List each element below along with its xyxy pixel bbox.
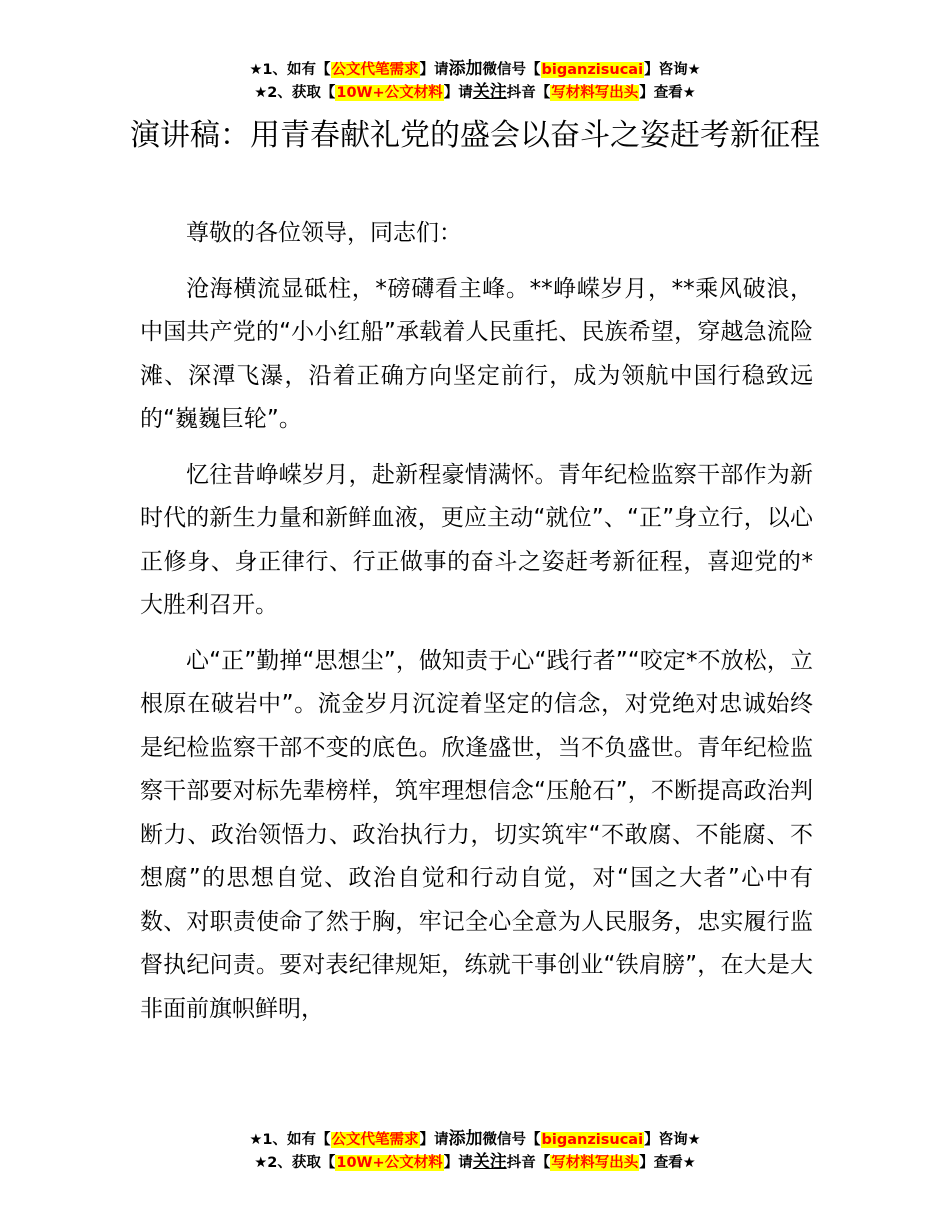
- banner-text: 】咨询★: [644, 62, 701, 78]
- banner-text: 抖音【: [506, 1155, 551, 1171]
- banner-emphasis: 关注: [472, 1152, 507, 1172]
- banner-wechat-id: biganzisucai: [541, 1132, 644, 1148]
- document-body: [140, 212, 813, 1043]
- banner-text: ★1、如有【: [249, 1132, 331, 1148]
- banner-text: 】请: [443, 85, 473, 101]
- banner-line-1: [0, 1128, 950, 1151]
- paragraph-salutation: 尊敬的各位领导，同志们：: [186, 220, 462, 246]
- banner-text: 】查看★: [639, 1155, 696, 1171]
- banner-emphasis: 添加: [448, 1129, 483, 1149]
- banner-text: ★2、获取【: [254, 85, 336, 101]
- footer-banner: [0, 1128, 950, 1174]
- paragraph: 心“正”勤掸“思想尘”，做知责于心“践行者”“咬定*不放松，立根原在破岩中”。流金岁月沉淀着坚定的信念，对党绝对忠诚始终是纪检监察干部不变的底色。欣逢盛世，当不负盛世。青年纪检监察干部要对标先辈榜样，筑牢理想信念“压舱石”，不断提高政治判断力、政治领悟力、政治执行力，切实筑牢“不敢腐、不能腐、不想腐”的思想自觉、政治自觉和行动自觉，对“国之大者”心中有数、对职责使命了然于胸，牢记全心全意为人民服务，忠实履行监督执纪问责。要对表纪律规矩，练就干事创业“铁肩膀”，在大是大非面前旗帜鲜明，: [140, 647, 813, 1022]
- banner-line-2: [0, 81, 950, 104]
- banner-highlight: 10W+公文材料: [336, 1155, 443, 1171]
- banner-emphasis: 添加: [448, 59, 483, 79]
- banner-text: 微信号【: [482, 1132, 541, 1148]
- banner-douyin-id: 写材料写出头: [551, 1155, 639, 1171]
- banner-wechat-id: biganzisucai: [541, 62, 644, 78]
- document-title: 演讲稿：用青春献礼党的盛会以奋斗之姿赶考新征程: [130, 118, 820, 153]
- banner-text: 】请: [443, 1155, 473, 1171]
- banner-text: ★2、获取【: [254, 1155, 336, 1171]
- banner-text: 】请: [419, 1132, 449, 1148]
- header-banner: [0, 58, 950, 104]
- banner-text: ★1、如有【: [249, 62, 331, 78]
- banner-emphasis: 关注: [472, 82, 507, 102]
- paragraph: 沧海横流显砥柱，*磅礴看主峰。**峥嵘岁月，**乘风破浪，中国共产党的“小小红船”承载着人民重托、民族希望，穿越急流险滩、深潭飞瀑，沿着正确方向坚定前行，成为领航中国行稳致远的“巍巍巨轮”。: [140, 275, 813, 432]
- paragraph: 忆往昔峥嵘岁月，赴新程豪情满怀。青年纪检监察干部作为新时代的新生力量和新鲜血液，更应主动“就位”、“正”身立行，以心正修身、身正律行、行正做事的奋斗之姿赶考新征程，喜迎党的*大胜利召开。: [140, 461, 813, 618]
- banner-highlight: 公文代笔需求: [331, 1132, 419, 1148]
- banner-text: 】咨询★: [644, 1132, 701, 1148]
- banner-line-1: [0, 58, 950, 81]
- banner-douyin-id: 写材料写出头: [551, 85, 639, 101]
- banner-text: 抖音【: [506, 85, 551, 101]
- banner-text: 微信号【: [482, 62, 541, 78]
- banner-highlight: 公文代笔需求: [331, 62, 419, 78]
- banner-line-2: [0, 1151, 950, 1174]
- banner-text: 】查看★: [639, 85, 696, 101]
- banner-text: 】请: [419, 62, 449, 78]
- banner-highlight: 10W+公文材料: [336, 85, 443, 101]
